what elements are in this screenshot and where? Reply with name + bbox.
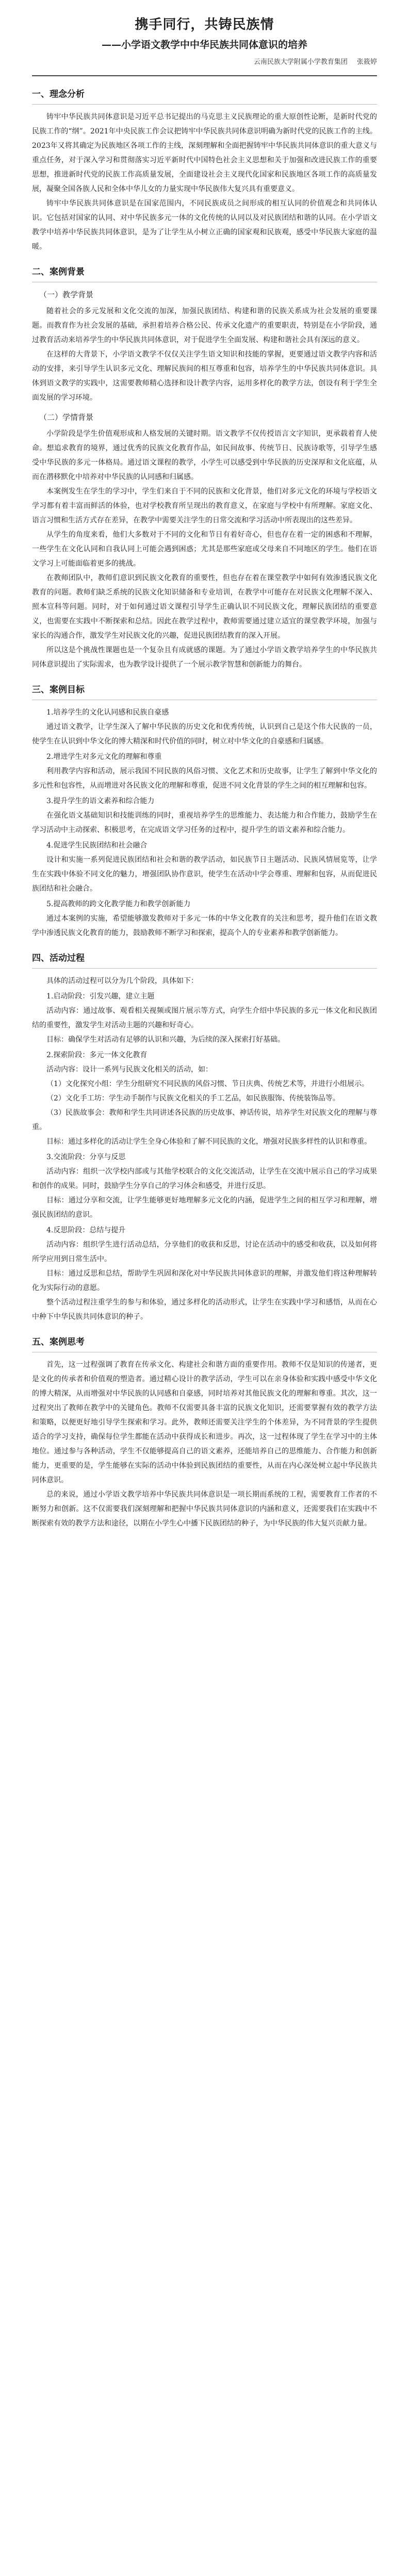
byline-author: 张筱婷 xyxy=(356,58,377,66)
byline xyxy=(32,57,377,68)
paragraph: 整个活动过程注重学生的参与和体验，通过多样化的活动形式，让学生在实践中学习和感悟，从而在心中种下中华民族共同体意识的种子。 xyxy=(32,1298,377,1321)
item-heading: 1.启动阶段：引发兴趣，建立主题 xyxy=(46,992,155,1001)
paragraph: 目标：通过分享和交流，让学生能够更好地理解多元文化的内涵，促进学生之间的相互学习和理解，增强民族团结的意识。 xyxy=(32,1196,377,1219)
paragraph: 具体的活动过程可以分为几个阶段，具体如下： xyxy=(46,977,198,985)
paragraph: 所以这是个挑战性课题也是一个复杂且有成就感的课题。为了通过小学语文教学培养学生的中华民族共同体意识提出了实际需求，也为教学设计提供了一个展示教学智慧和创新能力的舞台。 xyxy=(32,646,377,669)
section-heading: 二、案例背景 xyxy=(32,265,377,282)
paragraph: 目标：通过反思和总结，帮助学生巩固和深化对中华民族共同体意识的理解，并激发他们将这种理解转化为实际行动的意愿。 xyxy=(32,1269,377,1292)
paragraph: 活动内容：设计一系列与民族文化相关的活动，如： xyxy=(46,1065,212,1074)
paragraph: 从学生的角度来看，他们大多数对于不同的文化和节日有着好奇心，但也存在着一定的困惑和不理解，一些学生在文化认同和自我认同上可能会遇到困惑；尤其是那些家庭或父母来自不同地区的学生。他们在语文学习上可能面临着更多的挑战。 xyxy=(32,531,377,568)
section xyxy=(32,265,377,672)
paragraph: 铸牢中华民族共同体意识是习近平总书记提出的马克思主义民族理论的重大原创性论断，是新时代党的民族工作的“纲”。2021年中央民族工作会议把铸牢中华民族共同体意识明确为新时代党的民族工作的主线。2023年又将其确定为民族地区各项工作的主线，深刻理解和全面把握铸牢中华民族共同体意识的重大意义与重点任务，对于深入学习和贯彻落实习近平新时代中国特色社会主义思想和关于加强和改进民族工作的重要思想，推进新时代党的民族工作高质量发展，全面建设社会主义现代化国家和民族地区各项工作的高质量发展，凝聚全国各族人民和全体中华儿女的力量实现中华民族伟大复兴具有重要意义。 xyxy=(32,113,377,193)
paragraph: 总的来说，通过小学语文教学培养中华民族共同体意识是一项长期而系统的工程，需要教育工作者的不断努力和创新。这不仅需要我们深刻理解和把握中华民族共同体意识的内涵和意义，还需要我们在实践中不断探索有效的教学方法和途径，以期在小学生心中播下民族团结的种子，为中华民族的伟大复兴贡献力量。 xyxy=(32,1490,377,1528)
item-heading: 2.探索阶段：多元一体文化教育 xyxy=(46,1051,148,1059)
article-subtitle: ——小学语文教学中中华民族共同体意识的培养 xyxy=(101,39,307,50)
section-heading: 三、案例目标 xyxy=(32,683,377,700)
paragraph: （3）民族故事会：教师和学生共同讲述各民族的历史故事、神话传说，培养学生对民族文化的理解与尊重。 xyxy=(32,1109,377,1131)
section xyxy=(32,88,377,254)
paragraph: 首先，这一过程强调了教育在传承文化、构建社会和谐方面的重要作用。教师不仅是知识的传递者，更是文化的传承者和价值观的塑造者。通过精心设计的教学活动，学生可以在亲身体验和实践中感受中华文化的博大精深，从而增强对中华民族的认同感和自豪感，同时培养对其他民族文化的理解和尊重。其次，这一过程突出了教师在教学中的关键角色。教师不仅需要具备丰富的民族文化知识，还需要掌握有效的教学方法和策略，以便更好地引导学生探索和学习。此外，教师还需要关注学生的个体差异，为不同背景的学生提供适合的学习支持，确保每位学生都能在活动中获得成长和进步。再次，这一过程体现了学生在学习中的主体地位。通过参与各种活动，学生不仅能够提高自己的语文素养，还能培养自己的思维能力、合作能力和创新能力，更重要的是，学生能够在实际的活动中体验到民族团结的重要性，从而在内心深处树立起中华民族共同体意识。 xyxy=(32,1361,377,1484)
paragraph: 活动内容：通过故事、观看相关视频或图片展示等方式，向学生介绍中华民族的多元一体文化和民族团结的重要性，激发学生对活动主题的兴趣和好奇心。 xyxy=(32,1007,377,1029)
paragraph: 利用教学内容和活动，展示我国不同民族的风俗习惯、文化艺术和历史故事，让学生了解到中华文化的多元性和包容性，从而增进对各民族文化的理解和尊重，促进不同文化背景的学生之间的相互理解和包容。 xyxy=(32,767,377,790)
paragraph: （1）文化探究小组：学生分组研究不同民族的风俗习惯、节日庆典、传统艺术等，并进行小组展示。 xyxy=(46,1080,369,1088)
title-divider xyxy=(32,75,377,76)
paragraph: 目标：通过多样化的活动让学生全身心体验和了解不同民族的文化，增强对民族多样性的认识和尊重。 xyxy=(46,1138,371,1146)
paragraph: 活动内容：组织学生进行活动总结，分享他们的收获和反思，讨论在活动中的感受和收获，以及如何将所学应用到日常生活中。 xyxy=(32,1241,377,1263)
article-title: 携手同行，共铸民族情 xyxy=(135,17,274,32)
paragraph: 随着社会的多元发展和文化交流的加深，加强民族团结、构建和谐的民族关系成为社会发展的重要课题。而教育作为社会发展的基础，承担着培养合格公民、传承文化遗产的重要职责，特别是在小学阶段，通过教育活动来培养学生的中华民族共同体意识，对于促进学生全面发展、构建和谐社会具有深远的意义。 xyxy=(32,307,377,344)
paragraph: 通过语文教学，让学生深入了解中华民族的历史文化和优秀传统，认识到自己是这个伟大民族的一员，使学生在认识到中华文化的博大精深和时代价值的同时，树立对中华文化的自豪感和归属感。 xyxy=(32,723,377,745)
section-heading: 一、理念分析 xyxy=(32,88,377,105)
item-heading: 2.增进学生对多元文化的理解和尊重 xyxy=(46,753,162,761)
paragraph: 小学阶段是学生价值观形成和人格发展的关键时期。语文教学不仅传授语言文字知识，更承载着育人使命。想追求教育的境界，通过优秀的民族文化教育作品，如民间故事、传统节日、民族诗歌等，引导学生感受中华民族的多元一体格局。通过语文课程的教学，小学生可以感受到中华民族的历史深厚和文化底蕴，从而在潜移默化中培养对中华民族的认同感和归属感。 xyxy=(32,430,377,481)
paragraph: 铸牢中华民族共同体意识是在国家范围内，不同民族成员之间形成的相互认同的价值观念和共同体认识。它包括对国家的认同、对中华民族多元一体的文化传统的认同以及对民族团结和谐的认同。在小学语文教学中培养中华民族共同体意识，是为了让学生从小树立正确的国家观和民族观，感受中华民族大家庭的温暖。 xyxy=(32,199,377,251)
paragraph: 活动内容：组织一次学校内部或与其他学校联合的文化交流活动，让学生在交流中展示自己的学习成果和创作的成果。同时，鼓励学生分享自己的学习体会和感受，并进行反思。 xyxy=(32,1167,377,1190)
item-heading: 5.提高教师的跨文化教学能力和教学创新能力 xyxy=(46,900,191,908)
item-heading: 4.促进学生民族团结和社会融合 xyxy=(46,841,148,850)
byline-school: 云南民族大学附属小学教育集团 xyxy=(253,58,348,66)
section xyxy=(32,683,377,940)
item-heading: 4.反思阶段：总结与提升 xyxy=(46,1226,126,1234)
subsection-heading: （一）教学背景 xyxy=(39,290,94,299)
section-heading: 五、案例思考 xyxy=(32,1335,377,1352)
article-body xyxy=(32,88,377,1531)
paragraph: 设计和实施一系列促进民族团结和社会和谐的教学活动，如民族节日主题活动、民族风情展览等，让学生在实践中体验不同文化的魅力，增强团队协作意识，使学生在活动中学会尊重、理解和包容，从而促进民族团结和社会融合。 xyxy=(32,856,377,893)
paragraph: （2）文化手工坊：学生动手制作与民族文化相关的手工艺品，如民族服饰、传统装饰品等。 xyxy=(46,1094,340,1103)
paragraph: 在教师团队中，教师们意识到民族文化教育的重要性，但也存在着在课堂教学中如何有效渗透民族文化教育的问题。教师们缺乏系统的民族文化知识储备和专业培训，在教学中可能存在对民族文化理解不深入、照本宣科等问题。同时，对于如何通过语文课程引导学生正确认识不同民族文化，理解民族团结的重要意义，也需要在实践中不断探索和总结。因此在教学过程中，教师需要通过建立适宜的课堂教学环境，加强与家长的沟通合作，激发学生对民族文化的兴趣，促进民族团结教育的深入开展。 xyxy=(32,574,377,640)
section xyxy=(32,1335,377,1531)
section-heading: 四、活动过程 xyxy=(32,952,377,969)
item-heading: 1.培养学生的文化认同感和民族自豪感 xyxy=(46,708,169,717)
item-heading: 3.提升学生的语文素养和综合能力 xyxy=(46,797,155,805)
paragraph: 在这样的大背景下，小学语文教学不仅仅关注学生语文知识和技能的掌握，更要通过语文教学内容和活动的安排，来引导学生认识多元文化、理解民族间的相互尊重和包容，培养学生的中华民族共同体意识。具体到语文教学的实践中，这需要教师精心选择和设计教学内容，运用多样化的教学方法，创设有利于学生全面发展的学习环境。 xyxy=(32,350,377,402)
paragraph: 本案例发生在学生的学习中，学生们来自于不同的民族和文化背景，他们对多元文化的环境与学校语文学习都有着丰富而鲜活的体验，也对学校教育所呈现出的教育意义，在家庭与学校中有所理解。家庭文化、语言习惯和生活方式存在差异，在教学中需要关注学生的日常交流和学习活动中所表现出的这些差异。 xyxy=(32,487,377,524)
paragraph: 目标：确保学生对活动有足够的认识和兴趣，为后续的深入探索打好基础。 xyxy=(46,1036,285,1044)
subsection-heading: （二）学情背景 xyxy=(39,413,94,422)
paragraph: 通过本案例的实施，希望能够激发教师对于多元一体的中华文化教育的关注和思考，提升他们在语文教学中渗透民族文化教育的能力，鼓励教师不断学习和探索，提高个人的专业素养和教学创新能力。 xyxy=(32,914,377,937)
section xyxy=(32,952,377,1324)
paragraph: 在强化语文基础知识和技能训练的同时，重视培养学生的思维能力、表达能力和合作能力，鼓励学生在学习活动中主动探索、积极思考，在完成语文学习任务的过程中，提升学生的语文素养和综合能力。 xyxy=(32,811,377,834)
item-heading: 3.交流阶段：分享与反思 xyxy=(46,1153,126,1161)
